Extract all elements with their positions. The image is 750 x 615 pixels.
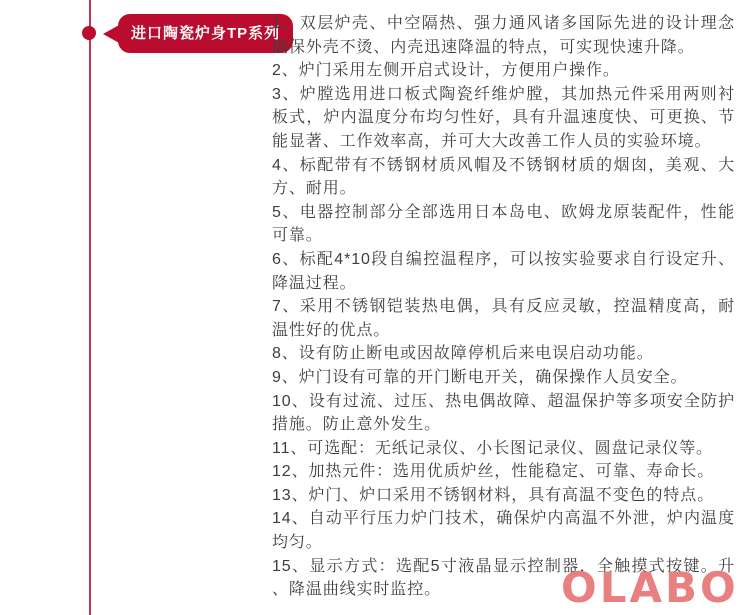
feature-item-5: 5、电器控制部分全部选用日本岛电、欧姆龙原装配件，性能可靠。: [272, 203, 735, 245]
olabo-logo: OLABO: [561, 563, 739, 612]
feature-item-11: 11、可选配：无纸记录仪、小长图记录仪、圆盘记录仪等。: [272, 439, 713, 457]
feature-item-14: 14、自动平行压力炉门技术，确保炉内高温不外泄，炉内温度均匀。: [272, 510, 735, 552]
feature-item-9: 9、炉门设有可靠的开门断电开关，确保操作人员安全。: [272, 368, 688, 386]
feature-item-6: 6、标配4*10段自编控温程序，可以按实验要求自行设定升、降温过程。: [272, 250, 735, 292]
timeline-dot: [82, 26, 96, 40]
feature-item-12: 12、加热元件：选用优质炉丝，性能稳定、可靠、寿命长。: [272, 463, 715, 481]
feature-item-10: 10、设有过流、过压、热电偶故障、超温保护等多项安全防护措施。防止意外发生。: [272, 392, 735, 434]
series-label: [103, 14, 293, 53]
feature-item-8: 8、设有防止断电或因故障停机后来电误启动功能。: [272, 345, 654, 363]
feature-item-15: 15、显示方式：选配5寸液晶显示控制器，全触摸式按键。升、降温曲线实时监控。: [272, 557, 735, 599]
feature-item-2: 2、炉门采用左侧开启式设计，方便用户操作。: [272, 62, 620, 80]
series-label-pill: 进口陶瓷炉身TP系列: [118, 14, 293, 53]
feature-item-7: 7、采用不锈钢铠装热电偶，具有反应灵敏，控温精度高，耐温性好的优点。: [272, 298, 735, 339]
feature-item-3: 3、炉膛选用进口板式陶瓷纤维炉膛，其加热元件采用两则衬板式，炉内温度分布均匀性好，具有升温速度快、可更换、节能显著、工作效率高，并可大大改善工作人员的实验环境。: [272, 85, 735, 150]
feature-list: [272, 12, 735, 602]
feature-item-4: 4、标配带有不锈钢材质风帽及不锈钢材质的烟囱，美观、大方、耐用。: [272, 156, 735, 198]
feature-item-1: 1、双层炉壳、中空隔热、强力通风诸多国际先进的设计理念确保外壳不烫、内壳迅速降温的特点，可实现快速升降。: [272, 15, 735, 56]
timeline-line: [89, 0, 91, 615]
feature-item-13: 13、炉门、炉口采用不锈钢材料，具有高温不变色的特点。: [272, 486, 715, 504]
